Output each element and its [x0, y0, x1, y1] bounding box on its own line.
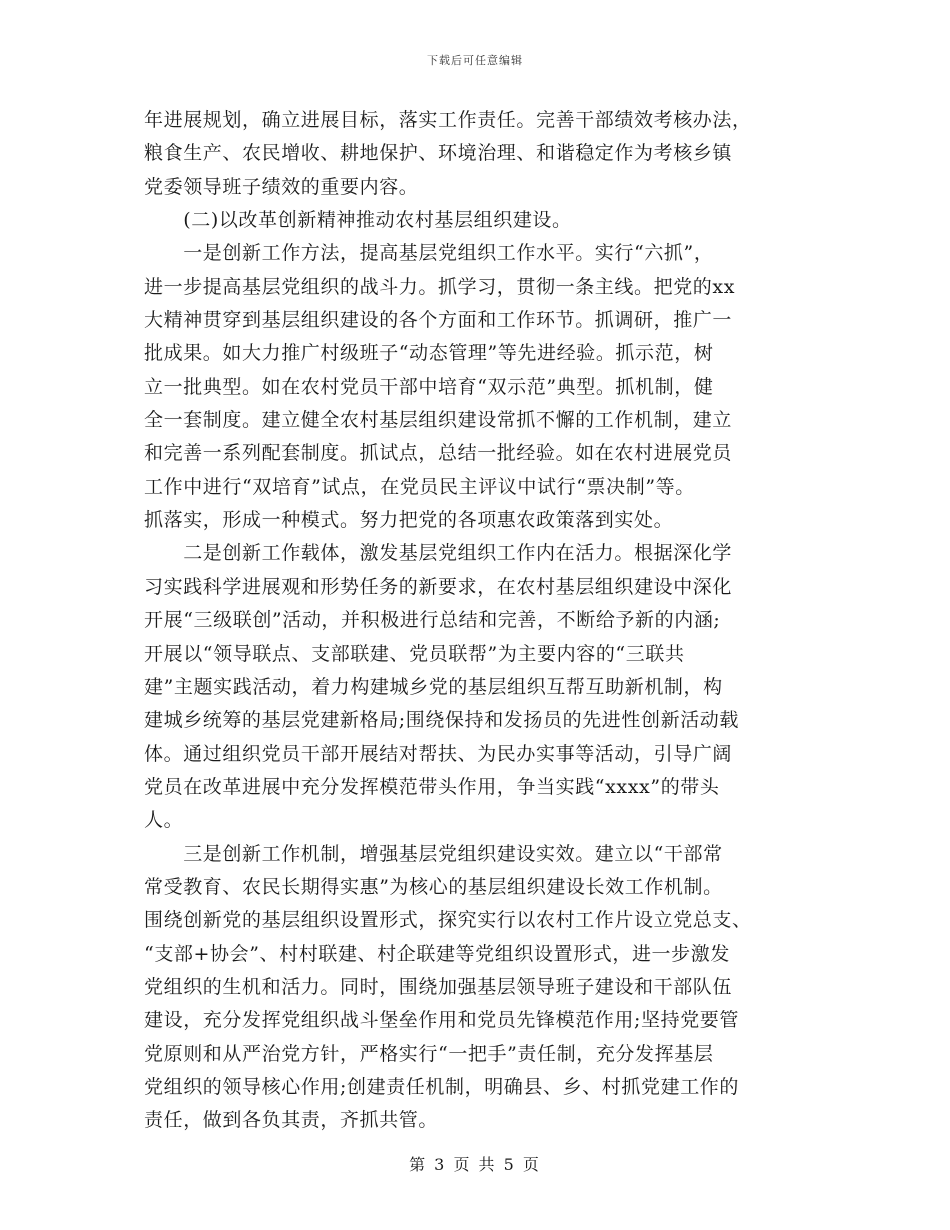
- text-line: 党委领导班子绩效的重要内容。: [144, 175, 419, 198]
- text-line: 党组织的领导核心作用;创建责任机制，明确县、乡、村抓党建工作的: [144, 1075, 740, 1098]
- page-number: 第 3 页 共 5 页: [409, 1155, 541, 1174]
- text-line: 一是创新工作方法，提高基层党组织工作水平。实行“六抓”，: [144, 242, 714, 265]
- text-line: 围绕创新党的基层组织设置形式，探究实行以农村工作片设立党总支、: [144, 909, 752, 932]
- page-header: 下载后可任意编辑: [427, 54, 523, 67]
- text-line: 粮食生产、农民增收、耕地保护、环境治理、和谐稳定作为考核乡镇: [144, 142, 733, 165]
- text-line: 建”主题实践活动，着力构建城乡党的基层组织互帮互助新机制，构: [144, 675, 723, 698]
- text-line: 体。通过组织党员干部开展结对帮扶、为民办实事等活动，引导广阔: [144, 742, 733, 765]
- text-line: 党组织的生机和活力。同时，围绕加强基层领导班子建设和干部队伍: [144, 975, 733, 998]
- text-line: 立一批典型。如在农村党员干部中培育“双示范”典型。抓机制，健: [144, 375, 714, 398]
- section-heading: (二)以改革创新精神推动农村基层组织建设。: [144, 209, 572, 232]
- text-line: 人。: [144, 809, 184, 832]
- text-line: 建城乡统筹的基层党建新格局;围绕保持和发扬员的先进性创新活动载: [144, 709, 740, 732]
- text-line: 进一步提高基层党组织的战斗力。抓学习，贯彻一条主线。把党的xx: [144, 275, 736, 298]
- text-line: 常受教育、农民长期得实惠”为核心的基层组织建设长效工作机制。: [144, 875, 723, 898]
- text-line: 建设，充分发挥党组织战斗堡垒作用和党员先锋模范作用;坚持党要管: [144, 1009, 740, 1032]
- text-line: 大精神贯穿到基层组织建设的各个方面和工作环节。抓调研，推广一: [144, 309, 733, 332]
- text-line: 开展“三级联创”活动，并积极进行总结和完善，不断给予新的内涵;: [144, 609, 721, 632]
- text-line: “支部+协会”、村村联建、村企联建等党组织设置形式，进一步激发: [144, 942, 730, 965]
- text-line: 党员在改革进展中充分发挥模范带头作用，争当实践“xxxx”的带头: [144, 775, 720, 798]
- text-line: 和完善一系列配套制度。抓试点，总结一批经验。如在农村进展党员: [144, 442, 733, 465]
- text-line: 二是创新工作载体，激发基层党组织工作内在活力。根据深化学: [144, 542, 733, 565]
- document-body: [144, 104, 808, 1138]
- text-line: 年进展规划，确立进展目标，落实工作责任。完善干部绩效考核办法，: [144, 109, 752, 131]
- text-line: 工作中进行“双培育”试点，在党员民主评议中试行“票决制”等。: [144, 475, 695, 498]
- text-line: 党原则和从严治党方针，严格实行“一把手”责任制，充分发挥基层: [144, 1042, 714, 1065]
- text-line: 全一套制度。建立健全农村基层组织建设常抓不懈的工作机制，建立: [144, 409, 733, 432]
- text-line: 三是创新工作机制，增强基层党组织建设实效。建立以“干部常: [144, 842, 723, 865]
- text-line: 开展以“领导联点、支部联建、党员联帮”为主要内容的“三联共: [144, 642, 685, 665]
- text-line: 抓落实，形成一种模式。努力把党的各项惠农政策落到实处。: [144, 509, 674, 532]
- text-line: 批成果。如大力推广村级班子“动态管理”等先进经验。抓示范，树: [144, 342, 714, 365]
- text-line: 责任，做到各负其责，齐抓共管。: [144, 1109, 439, 1132]
- text-line: 习实践科学进展观和形势任务的新要求，在农村基层组织建设中深化: [144, 575, 733, 598]
